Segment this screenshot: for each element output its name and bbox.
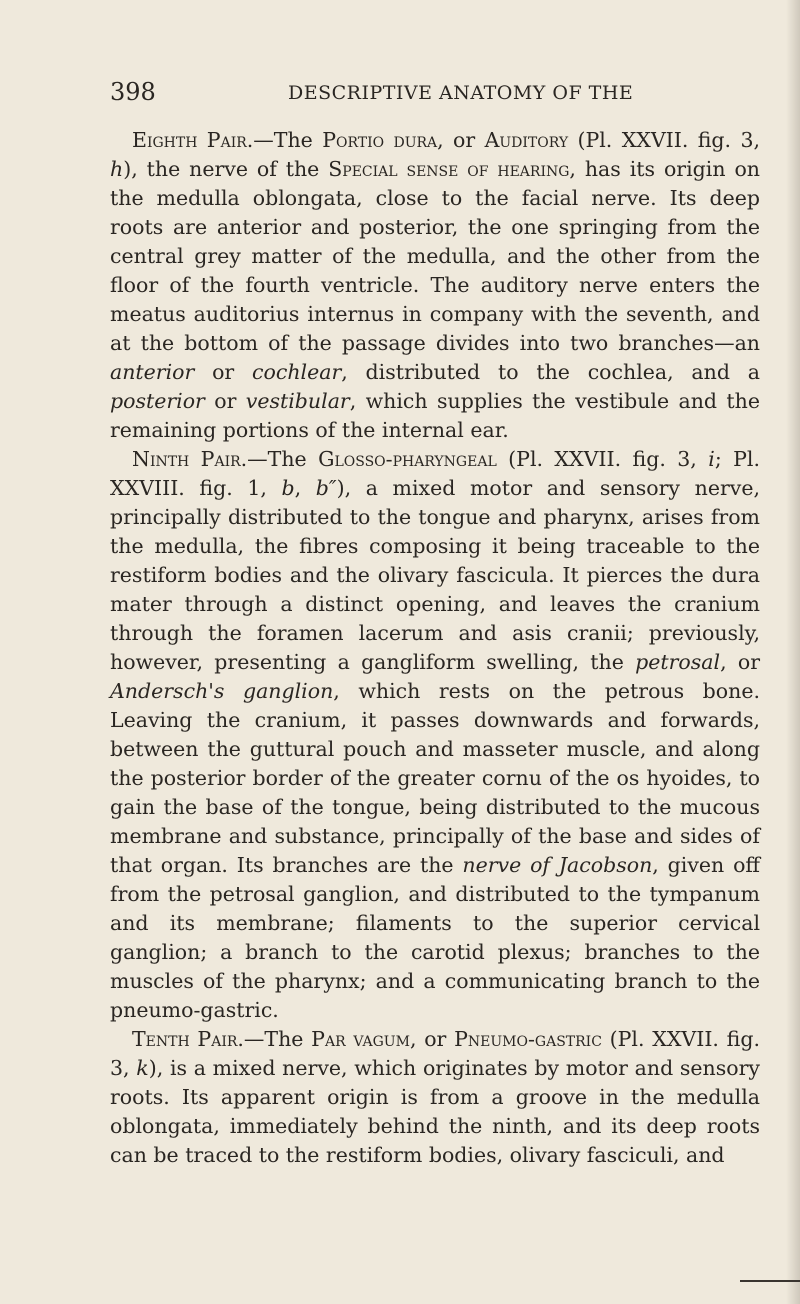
italic-run: k bbox=[136, 1056, 149, 1080]
page-edge-shadow bbox=[786, 0, 800, 1304]
italic-run: cochlear bbox=[252, 360, 342, 384]
text-run: or bbox=[204, 389, 246, 413]
italic-run: anterior bbox=[110, 360, 195, 384]
small-caps-run: Glosso-pharyngeal bbox=[318, 447, 497, 471]
small-caps-run: Pneumo-gastric bbox=[454, 1027, 602, 1051]
text-run: —The bbox=[243, 1027, 312, 1051]
page-header bbox=[110, 78, 760, 108]
paragraph bbox=[110, 1025, 760, 1170]
text-run: (Pl. XXVII. fig. 3, bbox=[110, 1027, 760, 1080]
running-head: DESCRIPTIVE ANATOMY OF THE bbox=[288, 82, 634, 104]
italic-run: b″ bbox=[315, 476, 337, 500]
small-caps-run: Special sense of hearing bbox=[328, 157, 570, 181]
paragraph bbox=[110, 445, 760, 1025]
text-run: , which rests on the petrous bone. Leaving the cranium, it passes downwards and forwards, between the guttural pouch and masseter muscle, and along the posterior border of the greater cornu of the os hyoides, to gain the base of the tongue, being distributed to the mucous membrane and substance, principally of the base and sides of that organ. Its branches are the bbox=[110, 679, 760, 877]
italic-run: petrosal bbox=[635, 650, 721, 674]
text-run: —The bbox=[247, 447, 319, 471]
text-run: ), a mixed motor and sensory nerve, principally distributed to the tongue and pharynx, arises from the medulla, the fibres composing it being traceable to the restiform bodies and the olivary fascicula. It pierces the dura mater through a distinct opening, and leaves the cranium through the foramen lacerum and asis cranii; previously, however, presenting a gangliform swelling, the bbox=[110, 476, 760, 674]
text-run: , bbox=[294, 476, 316, 500]
italic-run: vestibular bbox=[245, 389, 350, 413]
italic-run: nerve of Jacobson bbox=[462, 853, 653, 877]
italic-run: b bbox=[281, 476, 295, 500]
small-caps-run: Eighth Pair. bbox=[132, 128, 254, 152]
small-caps-run: Auditory bbox=[484, 128, 569, 152]
text-run: , or bbox=[720, 650, 760, 674]
italic-run: Andersch's ganglion bbox=[110, 679, 334, 703]
text-run: , given off from the petrosal ganglion, and distributed to the tympanum and its membrane; filaments to the superior cervical ganglion; a branch to the carotid plexus; branches to the muscles of the pharynx; and a communicating branch to the pneumo-gastric. bbox=[110, 853, 760, 1022]
small-caps-run: Ninth Pair. bbox=[132, 447, 248, 471]
text-run: (Pl. XXVII. fig. 3, bbox=[496, 447, 709, 471]
text-run: , which supplies the vestibule and the remaining portions of the internal ear. bbox=[110, 389, 760, 442]
text-run: ), is a mixed nerve, which originates by motor and sensory roots. Its apparent origin is from a groove in the medulla oblongata, immediately behind the ninth, and its deep roots can be traced to the restiform bodies, olivary fasciculi, and bbox=[110, 1056, 760, 1167]
text-run: , or bbox=[437, 128, 485, 152]
italic-run: h bbox=[110, 157, 124, 181]
text-run: —The bbox=[253, 128, 323, 152]
text-run: ; Pl. XXVIII. fig. 1, bbox=[110, 447, 760, 500]
text-run: ), the nerve of the bbox=[123, 157, 329, 181]
italic-run: posterior bbox=[110, 389, 205, 413]
text-run: or bbox=[194, 360, 253, 384]
text-run: (Pl. XXVII. fig. 3, bbox=[568, 128, 761, 152]
bottom-rule bbox=[740, 1280, 800, 1282]
text-run: , distributed to the cochlea, and a bbox=[341, 360, 760, 384]
text-run: , or bbox=[409, 1027, 455, 1051]
small-caps-run: Portio dura bbox=[322, 128, 438, 152]
paragraph bbox=[110, 126, 760, 445]
text-run: , has its origin on the medulla oblongata, close to the facial nerve. Its deep roots are anterior and posterior, the one springing from the central grey matter of the medulla, and the other from the floor of the fourth ventricle. The auditory nerve enters the meatus auditorius internus in company with the seventh, and at the bottom of the passage divides into two branches—an bbox=[110, 157, 760, 355]
page-number: 398 bbox=[110, 78, 156, 106]
small-caps-run: Par vagum bbox=[311, 1027, 410, 1051]
small-caps-run: Tenth Pair. bbox=[132, 1027, 244, 1051]
body-text bbox=[110, 126, 760, 1170]
italic-run: i bbox=[708, 447, 715, 471]
